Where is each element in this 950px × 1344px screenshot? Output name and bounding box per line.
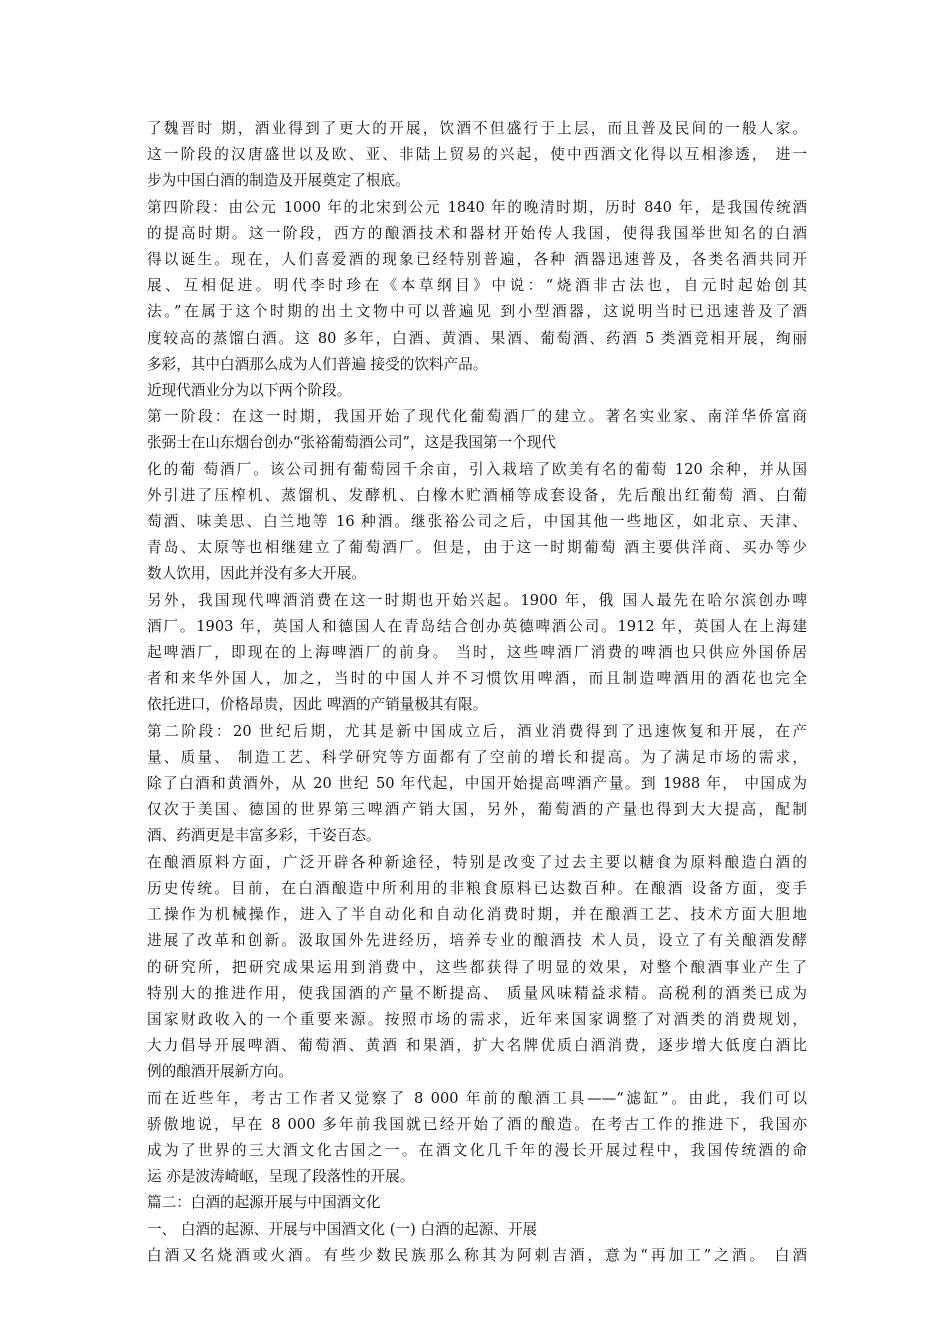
- text-line: 展、互相促进。明代李时珍在《本草纲目》中说：“烧酒非古法也，自元时起始创其: [147, 277, 807, 295]
- text-line: 的研究所，把研究成果运用到消费中，这些都获得了明显的效果，对整个酿酒事业产生了: [147, 958, 807, 976]
- text-line: 特别大的推进作用，使我国酒的产量不断提高、 质量风味精益求精。高税利的酒类已成为: [147, 984, 807, 1002]
- text-line: 酒厂。1903 年，英国人和德国人在青岛结合创办英德啤酒公司。1912 年，英国人在上海建: [147, 617, 807, 635]
- text-line: 白酒又名烧酒或火酒。有些少数民族那么称其为阿剌吉酒，意为“再加工”之酒。 白酒: [147, 1246, 807, 1264]
- text-line: 近现代酒业分为以下两个阶段。: [147, 382, 352, 400]
- text-line: 依托进口，价格昂贵，因此 啤酒的产销量极其有限。: [147, 696, 488, 714]
- text-line: 得以诞生。现在，人们喜爱酒的现象已经特别普遍，各种 酒器迅速普及，各类名酒共同开: [147, 251, 807, 269]
- text-line: 第一阶段：在这一时期，我国开始了现代化葡萄酒厂的建立。著名实业家、南洋华侨富商: [147, 408, 807, 426]
- text-line: 化的葡 萄酒厂。该公司拥有葡萄园千余亩，引入栽培了欧美有名的葡萄 120 余种，并从国: [147, 460, 807, 478]
- text-line: 酒、药酒更是丰富多彩，千姿百态。: [147, 827, 381, 845]
- text-line: 青岛、太原等也相继建立了葡萄酒厂。但是，由于这一时期葡萄 酒主要供洋商、买办等少: [147, 539, 807, 557]
- document-page: [147, 116, 807, 1269]
- text-line: 起啤酒厂，即现在的上海啤酒厂的前身。 当时，这些啤酒厂消费的啤酒也只供应外国侨居: [147, 644, 807, 662]
- text-line: 工操作为机械操作，进入了半自动化和自动化消费时期，并在酿酒工艺、技术方面大胆地: [147, 906, 807, 924]
- subsection-heading: 一、 白酒的起源、开展与中国酒文化 (一) 白酒的起源、开展: [147, 1220, 538, 1238]
- text-line: 张弼士在山东烟台创办“张裕葡萄酒公司”，这是我国第一个现代: [147, 434, 556, 452]
- text-line: 法。”在属于这个时期的出土文物中可以普遍见 到小型酒器，这说明当时已迅速普及了酒: [147, 303, 807, 321]
- text-line: 除了白酒和黄酒外，从 20 世纪 50 年代起，中国开始提高啤酒产量。到 1988 年， 中国成为: [147, 775, 807, 793]
- text-line: 第二阶段：20 世纪后期，尤其是新中国成立后，酒业消费得到了迅速恢复和开展，在产: [147, 722, 807, 740]
- text-line: 进展了改革和创新。汲取国外先进经历，培养专业的酿酒技 术人员，设立了有关酿酒发酵: [147, 932, 807, 950]
- text-line: 仅次于美国、德国的世界第三啤酒产销大国，另外，葡萄酒的产量也得到大大提高，配制: [147, 801, 807, 819]
- text-line: 另外，我国现代啤酒消费在这一时期也开始兴起。1900 年，俄 国人最先在哈尔滨创办啤: [147, 591, 807, 609]
- text-line: 数人饮用，因此并没有多大开展。: [147, 565, 366, 583]
- text-line: 骄傲地说，早在 8 000 多年前我国就已经开始了酒的酿造。在考古工作的推进下，我国亦: [147, 1115, 807, 1133]
- text-line: 历史传统。目前，在白酒酿造中所利用的非粮食原料已达数百种。在酿酒 设备方面，变手: [147, 879, 807, 897]
- text-line: 在酿酒原料方面，广泛开辟各种新途径，特别是改变了过去主要以糖食为原料酿造白酒的: [147, 853, 807, 871]
- text-line: 大力倡导开展啤酒、葡萄酒、黄酒 和果酒，扩大名牌优质白酒消费，逐步增大低度白酒比: [147, 1037, 807, 1055]
- text-line: 了魏晋时 期，酒业得到了更大的开展，饮酒不但盛行于上层，而且普及民间的一般人家。: [147, 120, 807, 137]
- text-line: 萄酒、味美思、白兰地等 16 种酒。继张裕公司之后，中国其他一些地区，如北京、天津、: [147, 513, 807, 531]
- section-heading: 篇二：白酒的起源开展与中国酒文化: [147, 1194, 381, 1212]
- text-line: 量、质量、 制造工艺、科学研究等方面都有了空前的增长和提高。为了满足市场的需求，: [147, 748, 807, 766]
- text-line: 例的酿酒开展新方向。: [147, 1063, 293, 1081]
- text-line: 多彩，其中白酒那么成为人们普遍 接受的饮料产品。: [147, 355, 488, 373]
- text-line: 的提高时期。这一阶段，西方的酿酒技术和器材开始传人我国，使得我国举世知名的白酒: [147, 224, 807, 242]
- text-line: 度较高的蒸馏白酒。这 80 多年，白酒、黄酒、果酒、葡萄酒、药酒 5 类酒竞相开展，绚丽: [147, 329, 807, 347]
- text-line: 第四阶段：由公元 1000 年的北宋到公元 1840 年的晚清时期，历时 840 年，是我国传统酒: [147, 198, 807, 216]
- text-line: 步为中国白酒的制造及开展奠定了根底。: [147, 172, 410, 190]
- text-line: 成为了世界的三大酒文化古国之一。在酒文化几千年的漫长开展过程中，我国传统酒的命: [147, 1141, 807, 1159]
- text-line: 国家财政收入的一个重要来源。按照市场的需求，近年来国家调整了对酒类的消费规划，: [147, 1010, 807, 1028]
- text-line: 而在近些年，考古工作者又觉察了 8 000 年前的酿酒工具——“滤缸”。由此，我们可以: [147, 1089, 807, 1107]
- text-line: 这一阶段的汉唐盛世以及欧、亚、非陆上贸易的兴起，使中西酒文化得以互相渗透， 进一: [147, 146, 807, 164]
- text-line: 运 亦是波涛崎岖，呈现了段落性的开展。: [147, 1168, 415, 1186]
- text-line: 外引进了压榨机、蒸馏机、发酵机、白橡木贮酒桶等成套设备，先后酿出红葡萄 酒、白葡: [147, 486, 807, 504]
- text-line: 者和来华外国人，加之，当时的中国人并不习惯饮用啤酒，而且制造啤酒用的酒花也完全: [147, 670, 807, 688]
